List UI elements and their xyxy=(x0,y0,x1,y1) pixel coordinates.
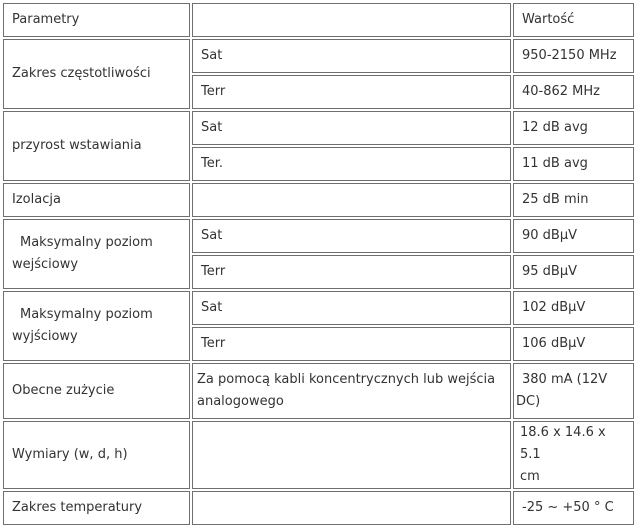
spec-table xyxy=(1,1,636,527)
freq-range-sat-value: 950-2150 MHz xyxy=(513,39,634,73)
max-input-sat-value: 90 dBμV xyxy=(513,219,634,253)
table-row-max-output-sat xyxy=(3,291,634,325)
table-row-header xyxy=(3,3,634,37)
max-input-label-line1: Maksymalny poziom xyxy=(20,235,153,250)
table-row-gain-sat xyxy=(3,111,634,145)
max-input-sat: Sat xyxy=(192,219,511,253)
header-value-cell: Wartość xyxy=(513,3,634,37)
consumption-label: Obecne zużycie xyxy=(3,363,190,419)
isolation-empty-cell xyxy=(192,183,511,217)
max-output-ter: Terr xyxy=(192,327,511,361)
isolation-label: Izolacja xyxy=(3,183,190,217)
freq-range-label: Zakres częstotliwości xyxy=(3,39,190,109)
dimensions-value-line1: 18.6 x 14.6 x 5.1 xyxy=(520,425,606,462)
isolation-value: 25 dB min xyxy=(513,183,634,217)
max-input-ter: Terr xyxy=(192,255,511,289)
max-input-label-line2: wejściowy xyxy=(12,257,79,272)
consumption-value-line2: DC) xyxy=(516,394,541,409)
dimensions-value xyxy=(513,421,634,489)
insertion-gain-sat: Sat xyxy=(192,111,511,145)
table-row-freq-sat xyxy=(3,39,634,73)
header-empty-cell xyxy=(192,3,511,37)
max-output-label xyxy=(3,291,190,361)
max-output-sat-value: 102 dBμV xyxy=(513,291,634,325)
consumption-note-line2: analogowego xyxy=(197,394,284,409)
table-row-max-input-sat xyxy=(3,219,634,253)
freq-range-ter: Terr xyxy=(192,75,511,109)
consumption-note-line1: Za pomocą kabli koncentrycznych lub wejścia xyxy=(197,372,496,387)
max-input-ter-value: 95 dBμV xyxy=(513,255,634,289)
max-output-label-line2: wyjściowy xyxy=(12,329,78,344)
consumption-note xyxy=(192,363,511,419)
header-param-cell: Parametry xyxy=(3,3,190,37)
table-row-dimensions xyxy=(3,421,634,489)
dimensions-empty-cell xyxy=(192,421,511,489)
freq-range-ter-value: 40-862 MHz xyxy=(513,75,634,109)
consumption-value-line1: 380 mA (12V xyxy=(522,372,608,387)
consumption-value xyxy=(513,363,634,419)
dimensions-value-line2: cm xyxy=(520,469,540,484)
max-input-label xyxy=(3,219,190,289)
dimensions-label: Wymiary (w, d, h) xyxy=(3,421,190,489)
temperature-value: -25 ~ +50 ° C xyxy=(513,491,634,525)
insertion-gain-ter-value: 11 dB avg xyxy=(513,147,634,181)
max-output-sat: Sat xyxy=(192,291,511,325)
table-row-temperature xyxy=(3,491,634,525)
insertion-gain-sat-value: 12 dB avg xyxy=(513,111,634,145)
table-row-isolation xyxy=(3,183,634,217)
insertion-gain-ter: Ter. xyxy=(192,147,511,181)
temperature-empty-cell xyxy=(192,491,511,525)
insertion-gain-label: przyrost wstawiania xyxy=(3,111,190,181)
max-output-ter-value: 106 dBμV xyxy=(513,327,634,361)
table-row-consumption xyxy=(3,363,634,419)
max-output-label-line1: Maksymalny poziom xyxy=(20,307,153,322)
temperature-label: Zakres temperatury xyxy=(3,491,190,525)
freq-range-sat: Sat xyxy=(192,39,511,73)
